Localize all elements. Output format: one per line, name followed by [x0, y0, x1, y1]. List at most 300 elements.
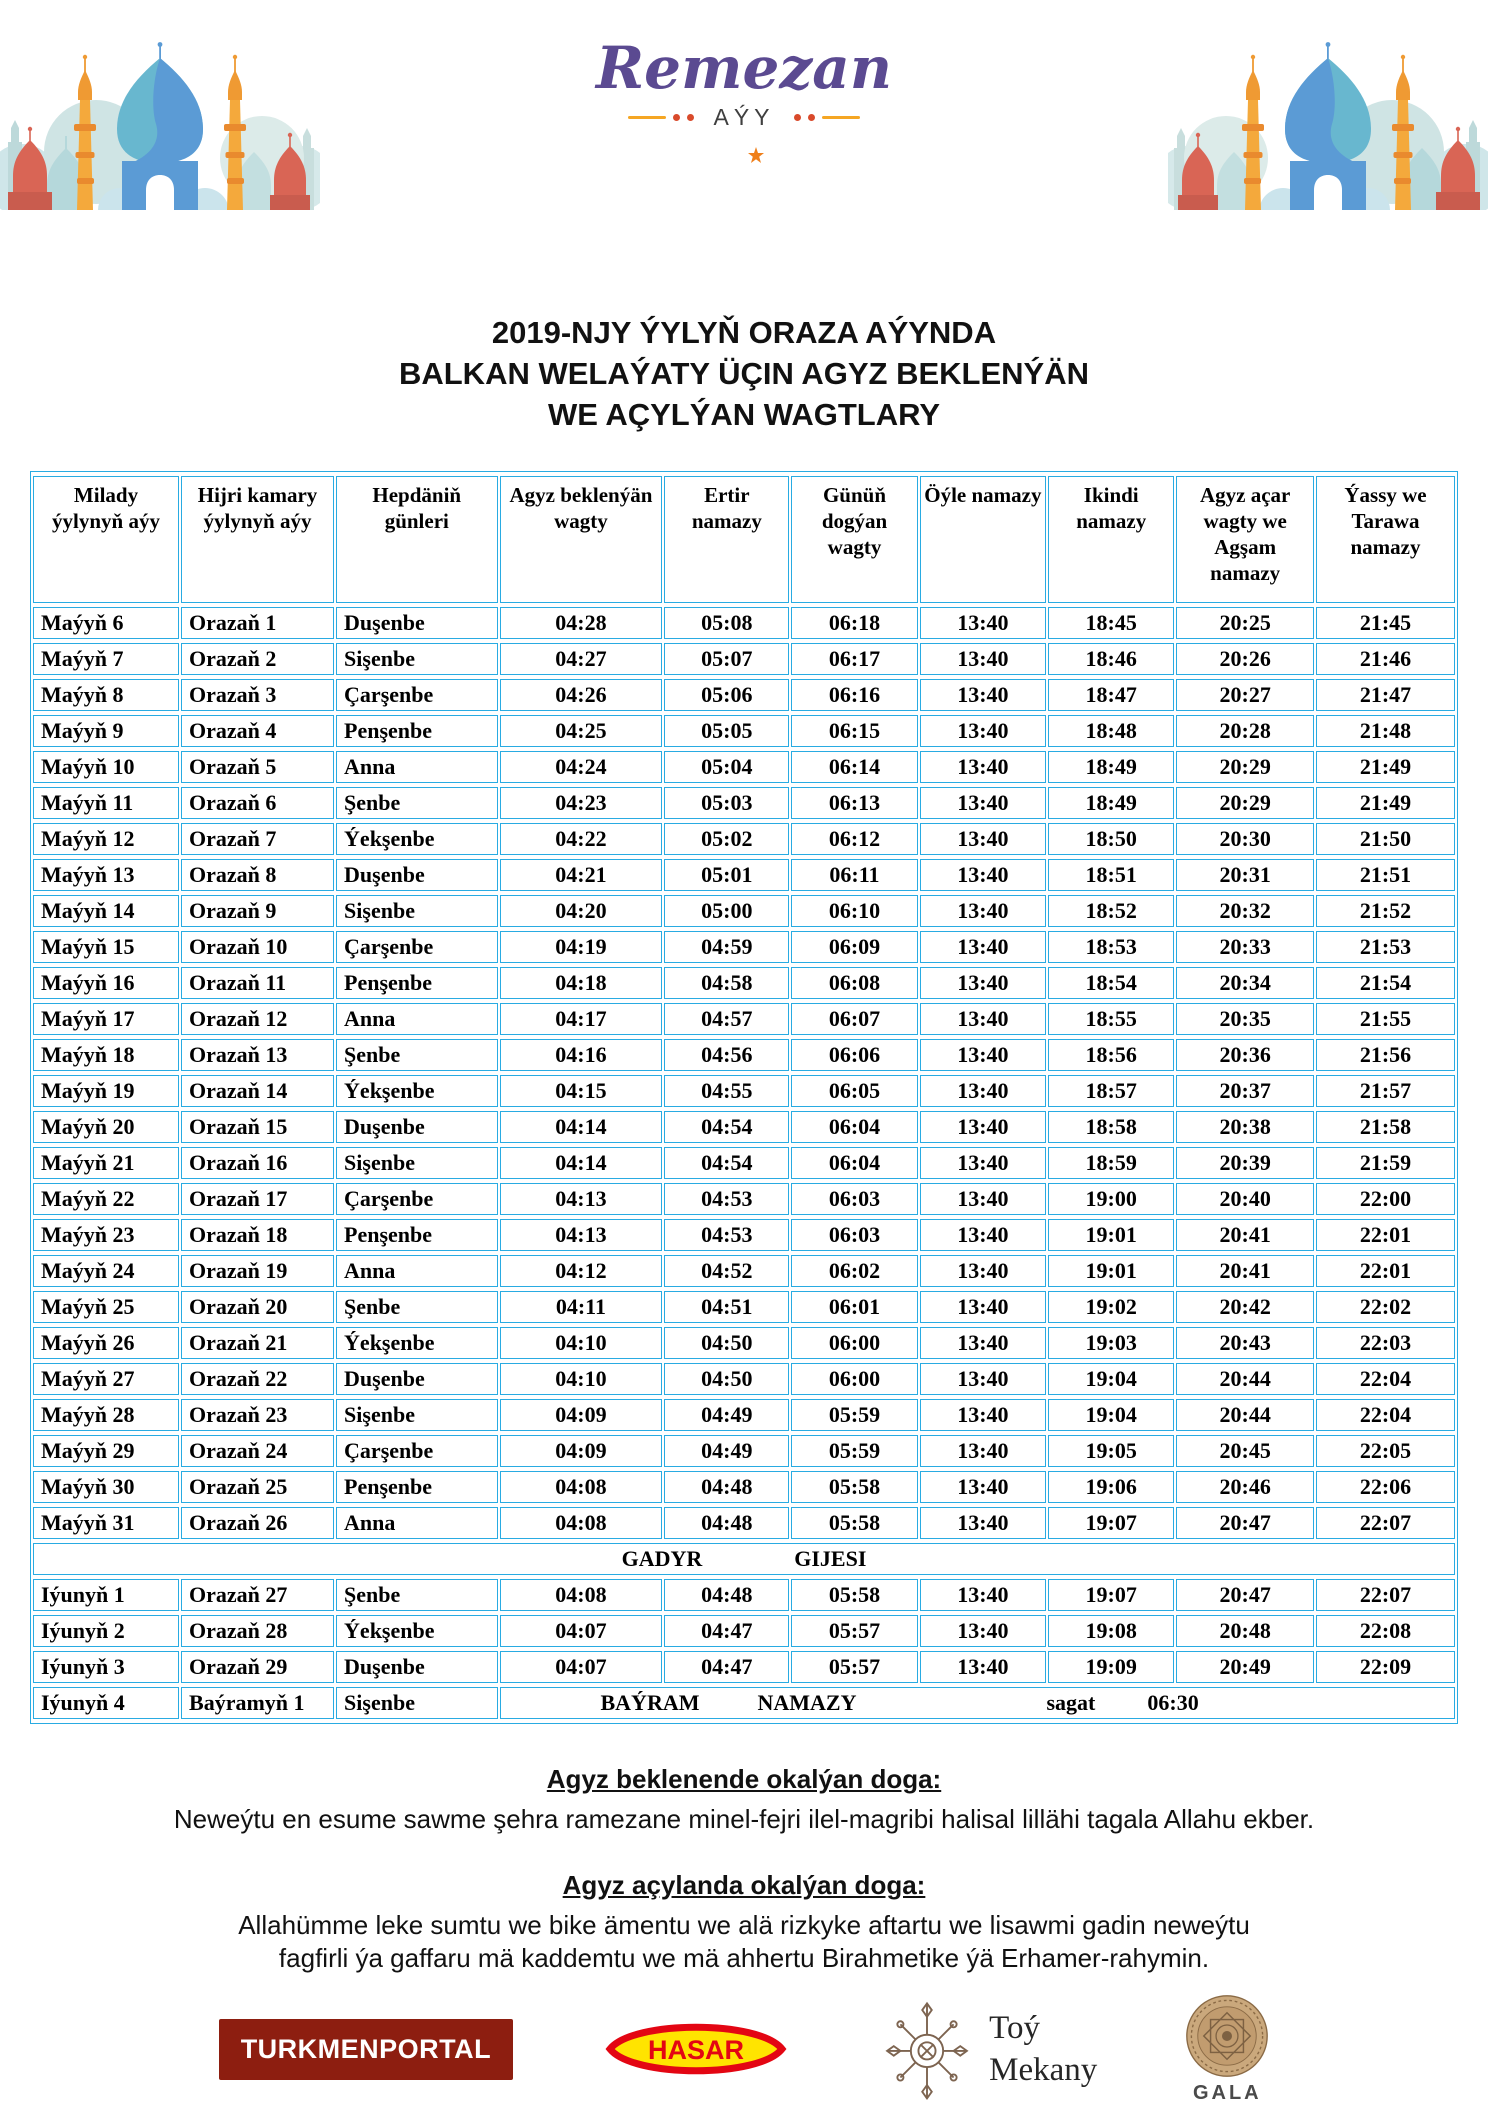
oyle-namazy-time: 13:40 — [920, 1291, 1046, 1323]
yassy-tarawa-time: 22:04 — [1316, 1363, 1455, 1395]
oyle-namazy-time: 13:40 — [920, 1111, 1046, 1143]
ertir-namazy-time: 04:48 — [664, 1471, 789, 1503]
gun-dogyan-time: 05:58 — [791, 1579, 917, 1611]
weekday: Duşenbe — [336, 1651, 497, 1683]
agyz-beklenyan-time: 04:23 — [500, 787, 663, 819]
table-row — [33, 643, 1455, 675]
hijri-date: Orazaň 19 — [181, 1255, 334, 1287]
gun-dogyan-time: 06:12 — [791, 823, 917, 855]
hijri-date: Orazaň 21 — [181, 1327, 334, 1359]
weekday: Sişenbe — [336, 1147, 497, 1179]
table-row — [33, 1255, 1455, 1287]
dot-ornament-icon — [808, 114, 815, 121]
agyz-acar-time: 20:43 — [1176, 1327, 1314, 1359]
table-row — [33, 1291, 1455, 1323]
agyz-acar-time: 20:33 — [1176, 931, 1314, 963]
agyz-beklenyan-time: 04:24 — [500, 751, 663, 783]
hijri-date: Orazaň 15 — [181, 1111, 334, 1143]
milady-date: Iýunyň 4 — [33, 1687, 179, 1719]
hijri-date: Orazaň 6 — [181, 787, 334, 819]
prayer-times-table — [30, 471, 1458, 1724]
agyz-acar-time: 20:37 — [1176, 1075, 1314, 1107]
column-header-5: Günüň dogýan wagty — [791, 476, 917, 603]
hijri-date: Orazaň 22 — [181, 1363, 334, 1395]
ertir-namazy-time: 04:47 — [664, 1651, 789, 1683]
weekday: Anna — [336, 1507, 497, 1539]
agyz-beklenyan-time: 04:13 — [500, 1183, 663, 1215]
milady-date: Maýyň 30 — [33, 1471, 179, 1503]
agyz-beklenyan-time: 04:16 — [500, 1039, 663, 1071]
agyz-beklenyan-time: 04:15 — [500, 1075, 663, 1107]
gun-dogyan-time: 06:13 — [791, 787, 917, 819]
gun-dogyan-time: 05:57 — [791, 1615, 917, 1647]
dot-ornament-icon — [794, 114, 801, 121]
agyz-beklenyan-time: 04:20 — [500, 895, 663, 927]
yassy-tarawa-time: 21:49 — [1316, 787, 1455, 819]
agyz-acar-time: 20:42 — [1176, 1291, 1314, 1323]
hijri-date: Orazaň 8 — [181, 859, 334, 891]
hijri-date: Orazaň 14 — [181, 1075, 334, 1107]
table-row — [33, 823, 1455, 855]
toy-mekany-text-line-2: Mekany — [989, 2052, 1098, 2088]
agyz-acar-time: 20:28 — [1176, 715, 1314, 747]
ikindi-namazy-time: 19:05 — [1048, 1435, 1174, 1467]
agyz-beklenyan-time: 04:11 — [500, 1291, 663, 1323]
ikindi-namazy-time: 19:00 — [1048, 1183, 1174, 1215]
table-row — [33, 1471, 1455, 1503]
hijri-date: Orazaň 16 — [181, 1147, 334, 1179]
dot-ornament-icon — [687, 114, 694, 121]
weekday: Anna — [336, 1255, 497, 1287]
ikindi-namazy-time: 19:08 — [1048, 1615, 1174, 1647]
gun-dogyan-time: 06:04 — [791, 1111, 917, 1143]
gun-dogyan-time: 06:07 — [791, 1003, 917, 1035]
hasar-logo — [601, 2012, 791, 2086]
weekday: Çarşenbe — [336, 1435, 497, 1467]
hijri-date: Orazaň 10 — [181, 931, 334, 963]
agyz-acar-time: 20:41 — [1176, 1255, 1314, 1287]
weekday: Duşenbe — [336, 859, 497, 891]
table-row — [33, 1399, 1455, 1431]
weekday: Şenbe — [336, 1039, 497, 1071]
ertir-namazy-time: 05:03 — [664, 787, 789, 819]
oyle-namazy-time: 13:40 — [920, 1615, 1046, 1647]
table-row — [33, 1111, 1455, 1143]
turkmenportal-logo: TURKMENPORTAL — [219, 2019, 513, 2080]
ikindi-namazy-time: 18:55 — [1048, 1003, 1174, 1035]
yassy-tarawa-time: 22:06 — [1316, 1471, 1455, 1503]
milady-date: Maýyň 20 — [33, 1111, 179, 1143]
ikindi-namazy-time: 19:09 — [1048, 1651, 1174, 1683]
agyz-beklenyan-time: 04:09 — [500, 1399, 663, 1431]
oyle-namazy-time: 13:40 — [920, 1183, 1046, 1215]
hasar-logo-text: HASAR — [648, 2035, 745, 2065]
agyz-acar-time: 20:48 — [1176, 1615, 1314, 1647]
hijri-date: Orazaň 13 — [181, 1039, 334, 1071]
dash-ornament-icon — [628, 116, 666, 119]
hijri-date: Orazaň 17 — [181, 1183, 334, 1215]
title-line-2: BALKAN WELAÝATY ÜÇIN AGYZ BEKLENÝÄN — [398, 356, 1090, 391]
weekday: Duşenbe — [336, 607, 497, 639]
milady-date: Maýyň 21 — [33, 1147, 179, 1179]
table-row — [33, 1687, 1455, 1719]
agyz-beklenyan-time: 04:07 — [500, 1615, 663, 1647]
agyz-acar-time: 20:29 — [1176, 751, 1314, 783]
column-header-2: Hepdäniň günleri — [336, 476, 497, 603]
milady-date: Maýyň 29 — [33, 1435, 179, 1467]
ertir-namazy-time: 04:52 — [664, 1255, 789, 1287]
gun-dogyan-time: 06:00 — [791, 1363, 917, 1395]
toy-mekany-logo — [879, 1992, 1097, 2106]
table-row — [33, 1579, 1455, 1611]
table-row — [33, 715, 1455, 747]
gun-dogyan-time: 06:18 — [791, 607, 917, 639]
oyle-namazy-time: 13:40 — [920, 1579, 1046, 1611]
dash-ornament-icon — [822, 116, 860, 119]
bayram-namazy-label: BAÝRAM NAMAZY sagat 06:30 — [500, 1687, 1456, 1719]
yassy-tarawa-time: 21:57 — [1316, 1075, 1455, 1107]
agyz-acar-time: 20:47 — [1176, 1579, 1314, 1611]
dot-ornament-icon — [673, 114, 680, 121]
agyz-beklenyan-time: 04:22 — [500, 823, 663, 855]
milady-date: Maýyň 16 — [33, 967, 179, 999]
yassy-tarawa-time: 22:07 — [1316, 1579, 1455, 1611]
weekday: Sişenbe — [336, 895, 497, 927]
ikindi-namazy-time: 19:03 — [1048, 1327, 1174, 1359]
hijri-date: Orazaň 4 — [181, 715, 334, 747]
agyz-beklenyan-time: 04:14 — [500, 1147, 663, 1179]
ertir-namazy-time: 04:53 — [664, 1183, 789, 1215]
oyle-namazy-time: 13:40 — [920, 607, 1046, 639]
sponsor-logos — [0, 1993, 1488, 2105]
hijri-date: Orazaň 7 — [181, 823, 334, 855]
milady-date: Iýunyň 1 — [33, 1579, 179, 1611]
logo-title: Remezan — [595, 34, 893, 102]
hijri-date: Baýramyň 1 — [181, 1687, 334, 1719]
milady-date: Maýyň 11 — [33, 787, 179, 819]
ikindi-namazy-time: 18:46 — [1048, 643, 1174, 675]
oyle-namazy-time: 13:40 — [920, 1039, 1046, 1071]
gun-dogyan-time: 06:03 — [791, 1183, 917, 1215]
yassy-tarawa-time: 21:53 — [1316, 931, 1455, 963]
oyle-namazy-time: 13:40 — [920, 1399, 1046, 1431]
gun-dogyan-time: 05:58 — [791, 1471, 917, 1503]
weekday: Ýekşenbe — [336, 1075, 497, 1107]
agyz-beklenyan-time: 04:28 — [500, 607, 663, 639]
ertir-namazy-time: 04:53 — [664, 1219, 789, 1251]
ikindi-namazy-time: 19:06 — [1048, 1471, 1174, 1503]
gun-dogyan-time: 06:10 — [791, 895, 917, 927]
oyle-namazy-time: 13:40 — [920, 1435, 1046, 1467]
oyle-namazy-time: 13:40 — [920, 1075, 1046, 1107]
yassy-tarawa-time: 22:00 — [1316, 1183, 1455, 1215]
agyz-beklenyan-time: 04:19 — [500, 931, 663, 963]
weekday: Şenbe — [336, 1579, 497, 1611]
weekday: Anna — [336, 751, 497, 783]
yassy-tarawa-time: 21:55 — [1316, 1003, 1455, 1035]
hijri-date: Orazaň 3 — [181, 679, 334, 711]
table-row — [33, 679, 1455, 711]
gun-dogyan-time: 06:00 — [791, 1327, 917, 1359]
agyz-acar-time: 20:35 — [1176, 1003, 1314, 1035]
table-row — [33, 895, 1455, 927]
oyle-namazy-time: 13:40 — [920, 1147, 1046, 1179]
table-row — [33, 1507, 1455, 1539]
agyz-acar-time: 20:36 — [1176, 1039, 1314, 1071]
yassy-tarawa-time: 21:51 — [1316, 859, 1455, 891]
gala-medallion-icon — [1185, 1994, 1269, 2078]
agyz-beklenyan-time: 04:08 — [500, 1507, 663, 1539]
agyz-acar-time: 20:44 — [1176, 1363, 1314, 1395]
ertir-namazy-time: 04:48 — [664, 1579, 789, 1611]
yassy-tarawa-time: 22:02 — [1316, 1291, 1455, 1323]
gun-dogyan-time: 06:11 — [791, 859, 917, 891]
table-row — [33, 1183, 1455, 1215]
ertir-namazy-time: 04:50 — [664, 1327, 789, 1359]
yassy-tarawa-time: 21:58 — [1316, 1111, 1455, 1143]
logo-subtitle: AÝY — [713, 104, 775, 130]
agyz-acar-time: 20:49 — [1176, 1651, 1314, 1683]
agyz-beklenyan-time: 04:14 — [500, 1111, 663, 1143]
table-row — [33, 1147, 1455, 1179]
yassy-tarawa-time: 22:05 — [1316, 1435, 1455, 1467]
gun-dogyan-time: 05:59 — [791, 1435, 917, 1467]
table-row — [33, 787, 1455, 819]
ertir-namazy-time: 04:58 — [664, 967, 789, 999]
milady-date: Maýyň 9 — [33, 715, 179, 747]
prayer-table-header-row — [33, 476, 1455, 603]
agyz-beklenyan-time: 04:25 — [500, 715, 663, 747]
ertir-namazy-time: 04:56 — [664, 1039, 789, 1071]
yassy-tarawa-time: 22:08 — [1316, 1615, 1455, 1647]
milady-date: Maýyň 23 — [33, 1219, 179, 1251]
yassy-tarawa-time: 21:48 — [1316, 715, 1455, 747]
gun-dogyan-time: 06:01 — [791, 1291, 917, 1323]
agyz-beklenyan-time: 04:26 — [500, 679, 663, 711]
ikindi-namazy-time: 18:49 — [1048, 787, 1174, 819]
hijri-date: Orazaň 9 — [181, 895, 334, 927]
milady-date: Maýyň 22 — [33, 1183, 179, 1215]
agyz-beklenyan-time: 04:10 — [500, 1327, 663, 1359]
weekday: Ýekşenbe — [336, 1327, 497, 1359]
gun-dogyan-time: 06:15 — [791, 715, 917, 747]
weekday: Çarşenbe — [336, 1183, 497, 1215]
agyz-acar-time: 20:41 — [1176, 1219, 1314, 1251]
hijri-date: Orazaň 26 — [181, 1507, 334, 1539]
yassy-tarawa-time: 21:59 — [1316, 1147, 1455, 1179]
agyz-beklenyan-time: 04:07 — [500, 1651, 663, 1683]
weekday: Şenbe — [336, 1291, 497, 1323]
yassy-tarawa-time: 22:04 — [1316, 1399, 1455, 1431]
column-header-8: Agyz açar wagty we Agşam namazy — [1176, 476, 1314, 603]
ertir-namazy-time: 05:04 — [664, 751, 789, 783]
ikindi-namazy-time: 19:04 — [1048, 1363, 1174, 1395]
table-row — [33, 1363, 1455, 1395]
crescent-moon-icon — [534, 138, 954, 190]
weekday: Çarşenbe — [336, 679, 497, 711]
weekday: Çarşenbe — [336, 931, 497, 963]
gun-dogyan-time: 05:57 — [791, 1651, 917, 1683]
ertir-namazy-time: 05:02 — [664, 823, 789, 855]
ikindi-namazy-time: 18:51 — [1048, 859, 1174, 891]
toy-mekany-emblem-icon — [879, 1992, 975, 2106]
yassy-tarawa-time: 21:45 — [1316, 607, 1455, 639]
gun-dogyan-time: 06:16 — [791, 679, 917, 711]
gun-dogyan-time: 06:17 — [791, 643, 917, 675]
milady-date: Maýyň 12 — [33, 823, 179, 855]
milady-date: Maýyň 14 — [33, 895, 179, 927]
hijri-date: Orazaň 28 — [181, 1615, 334, 1647]
doga-2-text-line-1: Allahümme leke sumtu we bike ämentu we alä rizkyke aftartu we lisawmi gadin neweýtu — [238, 1910, 1250, 1940]
weekday: Penşenbe — [336, 1219, 497, 1251]
table-row — [33, 967, 1455, 999]
column-header-6: Öýle namazy — [920, 476, 1046, 603]
gala-logo-text: GALA — [1192, 2081, 1262, 2104]
gun-dogyan-time: 06:14 — [791, 751, 917, 783]
ertir-namazy-time: 04:54 — [664, 1147, 789, 1179]
ikindi-namazy-time: 18:56 — [1048, 1039, 1174, 1071]
hijri-date: Orazaň 5 — [181, 751, 334, 783]
agyz-acar-time: 20:44 — [1176, 1399, 1314, 1431]
weekday: Şenbe — [336, 787, 497, 819]
oyle-namazy-time: 13:40 — [920, 643, 1046, 675]
agyz-acar-time: 20:46 — [1176, 1471, 1314, 1503]
column-header-9: Ýassy we Tarawa namazy — [1316, 476, 1455, 603]
yassy-tarawa-time: 21:49 — [1316, 751, 1455, 783]
oyle-namazy-time: 13:40 — [920, 751, 1046, 783]
ikindi-namazy-time: 19:04 — [1048, 1399, 1174, 1431]
oyle-namazy-time: 13:40 — [920, 823, 1046, 855]
doga-section-1 — [0, 1764, 1488, 1836]
milady-date: Maýyň 17 — [33, 1003, 179, 1035]
yassy-tarawa-time: 21:46 — [1316, 643, 1455, 675]
agyz-beklenyan-time: 04:10 — [500, 1363, 663, 1395]
agyz-acar-time: 20:31 — [1176, 859, 1314, 891]
table-row — [33, 859, 1455, 891]
hijri-date: Orazaň 12 — [181, 1003, 334, 1035]
yassy-tarawa-time: 22:01 — [1316, 1255, 1455, 1287]
column-header-7: Ikindi namazy — [1048, 476, 1174, 603]
gun-dogyan-time: 05:58 — [791, 1507, 917, 1539]
agyz-beklenyan-time: 04:17 — [500, 1003, 663, 1035]
milady-date: Maýyň 8 — [33, 679, 179, 711]
oyle-namazy-time: 13:40 — [920, 1327, 1046, 1359]
hijri-date: Orazaň 18 — [181, 1219, 334, 1251]
agyz-acar-time: 20:34 — [1176, 967, 1314, 999]
ikindi-namazy-time: 18:52 — [1048, 895, 1174, 927]
yassy-tarawa-time: 22:03 — [1316, 1327, 1455, 1359]
milady-date: Maýyň 26 — [33, 1327, 179, 1359]
ikindi-namazy-time: 19:01 — [1048, 1255, 1174, 1287]
agyz-acar-time: 20:30 — [1176, 823, 1314, 855]
ertir-namazy-time: 04:59 — [664, 931, 789, 963]
hijri-date: Orazaň 2 — [181, 643, 334, 675]
ikindi-namazy-time: 18:59 — [1048, 1147, 1174, 1179]
weekday: Penşenbe — [336, 715, 497, 747]
weekday: Sişenbe — [336, 1399, 497, 1431]
oyle-namazy-time: 13:40 — [920, 859, 1046, 891]
gun-dogyan-time: 06:04 — [791, 1147, 917, 1179]
oyle-namazy-time: 13:40 — [920, 931, 1046, 963]
table-row — [33, 1615, 1455, 1647]
weekday: Duşenbe — [336, 1363, 497, 1395]
gun-dogyan-time: 06:09 — [791, 931, 917, 963]
agyz-beklenyan-time: 04:27 — [500, 643, 663, 675]
oyle-namazy-time: 13:40 — [920, 1651, 1046, 1683]
oyle-namazy-time: 13:40 — [920, 1471, 1046, 1503]
ertir-namazy-time: 04:49 — [664, 1399, 789, 1431]
oyle-namazy-time: 13:40 — [920, 1219, 1046, 1251]
doga-1-heading: Agyz beklenende okalýan doga: — [546, 1764, 942, 1794]
oyle-namazy-time: 13:40 — [920, 1255, 1046, 1287]
oyle-namazy-time: 13:40 — [920, 1003, 1046, 1035]
gun-dogyan-time: 06:06 — [791, 1039, 917, 1071]
remezan-logo — [534, 36, 954, 190]
yassy-tarawa-time: 22:01 — [1316, 1219, 1455, 1251]
weekday: Penşenbe — [336, 967, 497, 999]
ikindi-namazy-time: 18:54 — [1048, 967, 1174, 999]
hijri-date: Orazaň 11 — [181, 967, 334, 999]
ertir-namazy-time: 04:51 — [664, 1291, 789, 1323]
gun-dogyan-time: 05:59 — [791, 1399, 917, 1431]
oyle-namazy-time: 13:40 — [920, 1363, 1046, 1395]
ikindi-namazy-time: 18:53 — [1048, 931, 1174, 963]
table-row — [33, 1003, 1455, 1035]
agyz-acar-time: 20:45 — [1176, 1435, 1314, 1467]
ikindi-namazy-time: 18:48 — [1048, 715, 1174, 747]
agyz-acar-time: 20:26 — [1176, 643, 1314, 675]
gun-dogyan-time: 06:08 — [791, 967, 917, 999]
agyz-acar-time: 20:29 — [1176, 787, 1314, 819]
milady-date: Maýyň 19 — [33, 1075, 179, 1107]
milady-date: Maýyň 25 — [33, 1291, 179, 1323]
milady-date: Maýyň 24 — [33, 1255, 179, 1287]
yassy-tarawa-time: 21:50 — [1316, 823, 1455, 855]
ikindi-namazy-time: 18:58 — [1048, 1111, 1174, 1143]
milady-date: Iýunyň 2 — [33, 1615, 179, 1647]
ertir-namazy-time: 05:01 — [664, 859, 789, 891]
ertir-namazy-time: 04:47 — [664, 1615, 789, 1647]
column-header-3: Agyz beklenýän wagty — [500, 476, 663, 603]
weekday: Duşenbe — [336, 1111, 497, 1143]
ikindi-namazy-time: 18:57 — [1048, 1075, 1174, 1107]
logo-subtitle-row — [534, 104, 954, 131]
ikindi-namazy-time: 18:47 — [1048, 679, 1174, 711]
milady-date: Maýyň 27 — [33, 1363, 179, 1395]
gala-logo — [1185, 1994, 1269, 2105]
weekday: Penşenbe — [336, 1471, 497, 1503]
weekday: Sişenbe — [336, 1687, 497, 1719]
ertir-namazy-time: 04:54 — [664, 1111, 789, 1143]
ertir-namazy-time: 05:05 — [664, 715, 789, 747]
agyz-acar-time: 20:39 — [1176, 1147, 1314, 1179]
mosque-skyline-illustration-right — [1168, 30, 1488, 210]
oyle-namazy-time: 13:40 — [920, 679, 1046, 711]
oyle-namazy-time: 13:40 — [920, 895, 1046, 927]
gun-dogyan-time: 06:02 — [791, 1255, 917, 1287]
agyz-acar-time: 20:40 — [1176, 1183, 1314, 1215]
ikindi-namazy-time: 19:01 — [1048, 1219, 1174, 1251]
agyz-beklenyan-time: 04:12 — [500, 1255, 663, 1287]
column-header-4: Ertir namazy — [664, 476, 789, 603]
table-row — [33, 1039, 1455, 1071]
hijri-date: Orazaň 20 — [181, 1291, 334, 1323]
milady-date: Maýyň 28 — [33, 1399, 179, 1431]
yassy-tarawa-time: 21:56 — [1316, 1039, 1455, 1071]
ertir-namazy-time: 05:07 — [664, 643, 789, 675]
ikindi-namazy-time: 18:45 — [1048, 607, 1174, 639]
yassy-tarawa-time: 22:07 — [1316, 1507, 1455, 1539]
